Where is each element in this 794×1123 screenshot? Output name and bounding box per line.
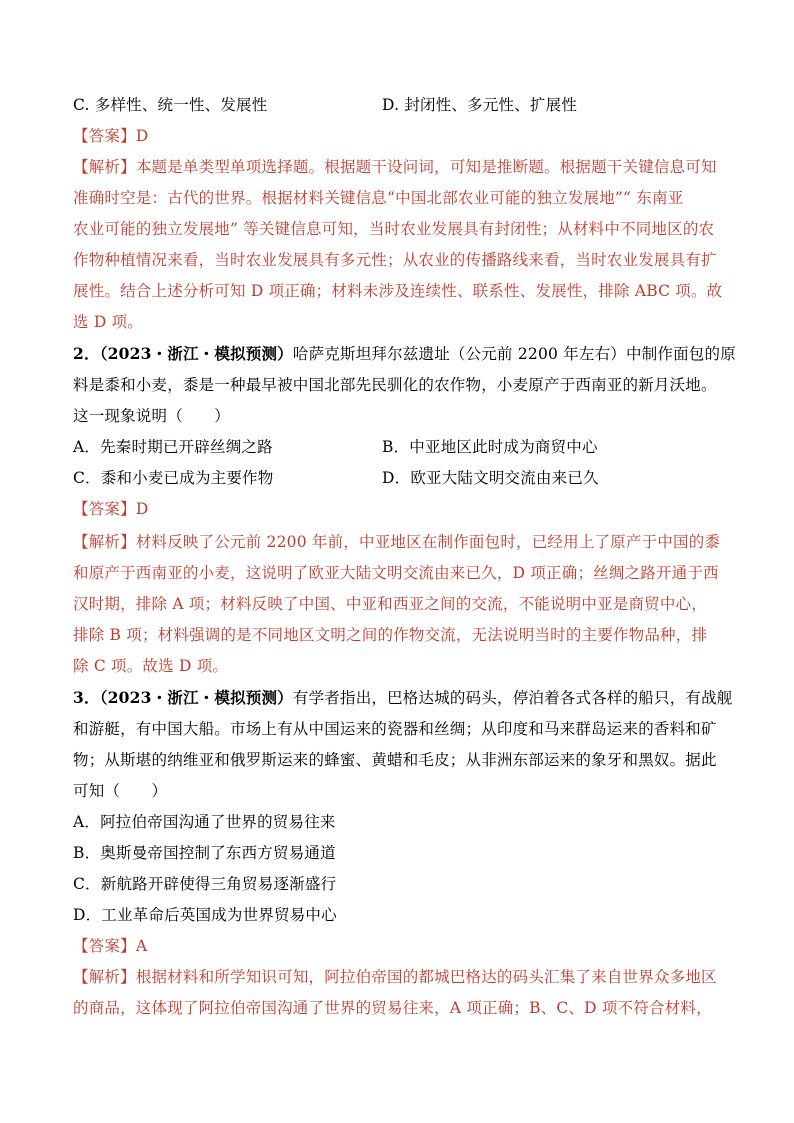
q3-option-a: A．阿拉伯帝国沟通了世界的贸易往来 bbox=[73, 813, 336, 831]
q2-analysis-line: 除 C 项。故选 D 项。 bbox=[73, 657, 229, 675]
q3-stem-line: 3．（2023・浙江・模拟预测）有学者指出，巴格达城的码头，停泊着各式各样的船只，有战舰 bbox=[73, 688, 733, 707]
q1-analysis-line: 【解析】本题是单类型单项选择题。根据题干设问词，可知是推断题。根据题干关键信息可知 bbox=[73, 158, 717, 176]
q2-option-d: D．欧亚大陆文明交流由来已久 bbox=[382, 469, 599, 487]
q1-analysis-line: 作物种植情况来看，当时农业发展具有多元性；从农业的传播路线来看，当时农业发展具有扩 bbox=[73, 251, 717, 269]
q2-stem-line: 2．（2023・浙江・模拟预测）哈萨克斯坦拜尔兹遗址（公元前 2200 年左右）中制作面包的原 bbox=[73, 344, 736, 363]
question-source: （2023・浙江・模拟预测） bbox=[99, 344, 293, 363]
answer-label: 【答案】 bbox=[73, 127, 136, 145]
q3-option-c: C．新航路开辟使得三角贸易逐渐盛行 bbox=[73, 875, 337, 893]
q1-answer bbox=[73, 126, 148, 146]
q1-analysis-line: 选 D 项。 bbox=[73, 313, 143, 331]
q3-analysis-line: 的商品，这体现了阿拉伯帝国沟通了世界的贸易往来，A 项正确；B、C、D 项不符合材料， bbox=[73, 999, 712, 1017]
analysis-label: 【解析】 bbox=[73, 533, 136, 551]
q3-option-b: B．奥斯曼帝国控制了东西方贸易通道 bbox=[73, 844, 336, 862]
q2-analysis-line: 排除 B 项；材料强调的是不同地区文明之间的作物交流，无法说明当时的主要作物品种，排 bbox=[73, 626, 708, 644]
q3-option-d: D．工业革命后英国成为世界贸易中心 bbox=[73, 906, 337, 924]
analysis-label: 【解析】 bbox=[73, 158, 136, 176]
answer-value: D bbox=[135, 500, 149, 518]
q2-answer bbox=[73, 499, 148, 519]
q2-options-cd-row bbox=[73, 468, 599, 488]
q3-analysis-line: 【解析】根据材料和所学知识可知，阿拉伯帝国的都城巴格达的码头汇集了来自世界众多地区 bbox=[73, 968, 717, 986]
question-number: 3． bbox=[73, 688, 100, 707]
answer-value: A bbox=[135, 937, 148, 955]
q3-stem-line: 可知（ ） bbox=[73, 782, 168, 800]
q3-stem-line: 物；从斯堪的纳维亚和俄罗斯运来的蜂蜜、黄蜡和毛皮；从非洲东部运来的象牙和黑奴。据此 bbox=[73, 751, 717, 769]
q2-analysis-line: 【解析】材料反映了公元前 2200 年前，中亚地区在制作面包时，已经用上了原产于中国的黍 bbox=[73, 533, 721, 551]
q3-stem-line: 和游艇，有中国大船。市场上有从中国运来的瓷器和丝绸；从印度和马来群岛运来的香料和矿 bbox=[73, 720, 717, 738]
q1-analysis-line: 农业可能的独立发展地” 等关键信息可知，当时农业发展具有封闭性；从材料中不同地区的农 bbox=[73, 220, 715, 238]
q1-option-c: C. 多样性、统一性、发展性 bbox=[73, 96, 268, 114]
answer-label: 【答案】 bbox=[73, 500, 136, 518]
q2-option-a: A．先秦时期已开辟丝绸之路 bbox=[73, 438, 273, 456]
analysis-label: 【解析】 bbox=[73, 968, 136, 986]
q1-analysis-line: 展性。结合上述分析可知 D 项正确；材料未涉及连续性、联系性、发展性，排除 ABC 项。故 bbox=[73, 282, 723, 300]
q1-option-d: D. 封闭性、多元性、扩展性 bbox=[382, 96, 578, 114]
answer-label: 【答案】 bbox=[73, 937, 136, 955]
q2-option-b: B．中亚地区此时成为商贸中心 bbox=[382, 438, 598, 456]
q2-options-ab-row bbox=[73, 437, 598, 457]
q1-analysis-line: 准确时空是：古代的世界。根据材料关键信息“中国北部农业可能的独立发展地”“ 东南亚 bbox=[73, 189, 684, 207]
question-number: 2． bbox=[73, 344, 100, 363]
q2-analysis-line: 汉时期，排除 A 项；材料反映了中国、中亚和西亚之间的交流，不能说明中亚是商贸中心， bbox=[73, 595, 707, 613]
q2-stem-line: 这一现象说明（ ） bbox=[73, 407, 231, 425]
q2-option-c: C．黍和小麦已成为主要作物 bbox=[73, 469, 274, 487]
q1-options-cd-row bbox=[73, 95, 578, 115]
answer-value: D bbox=[135, 127, 149, 145]
q3-answer bbox=[73, 936, 147, 956]
q2-stem-line: 料是黍和小麦，黍是一种最早被中国北部先民驯化的农作物，小麦原产于西南亚的新月沃地。 bbox=[73, 376, 717, 394]
q2-analysis-line: 和原产于西南亚的小麦，这说明了欧亚大陆文明交流由来已久，D 项正确；丝绸之路开通于西 bbox=[73, 564, 719, 582]
question-source: （2023・浙江・模拟预测） bbox=[99, 688, 293, 707]
